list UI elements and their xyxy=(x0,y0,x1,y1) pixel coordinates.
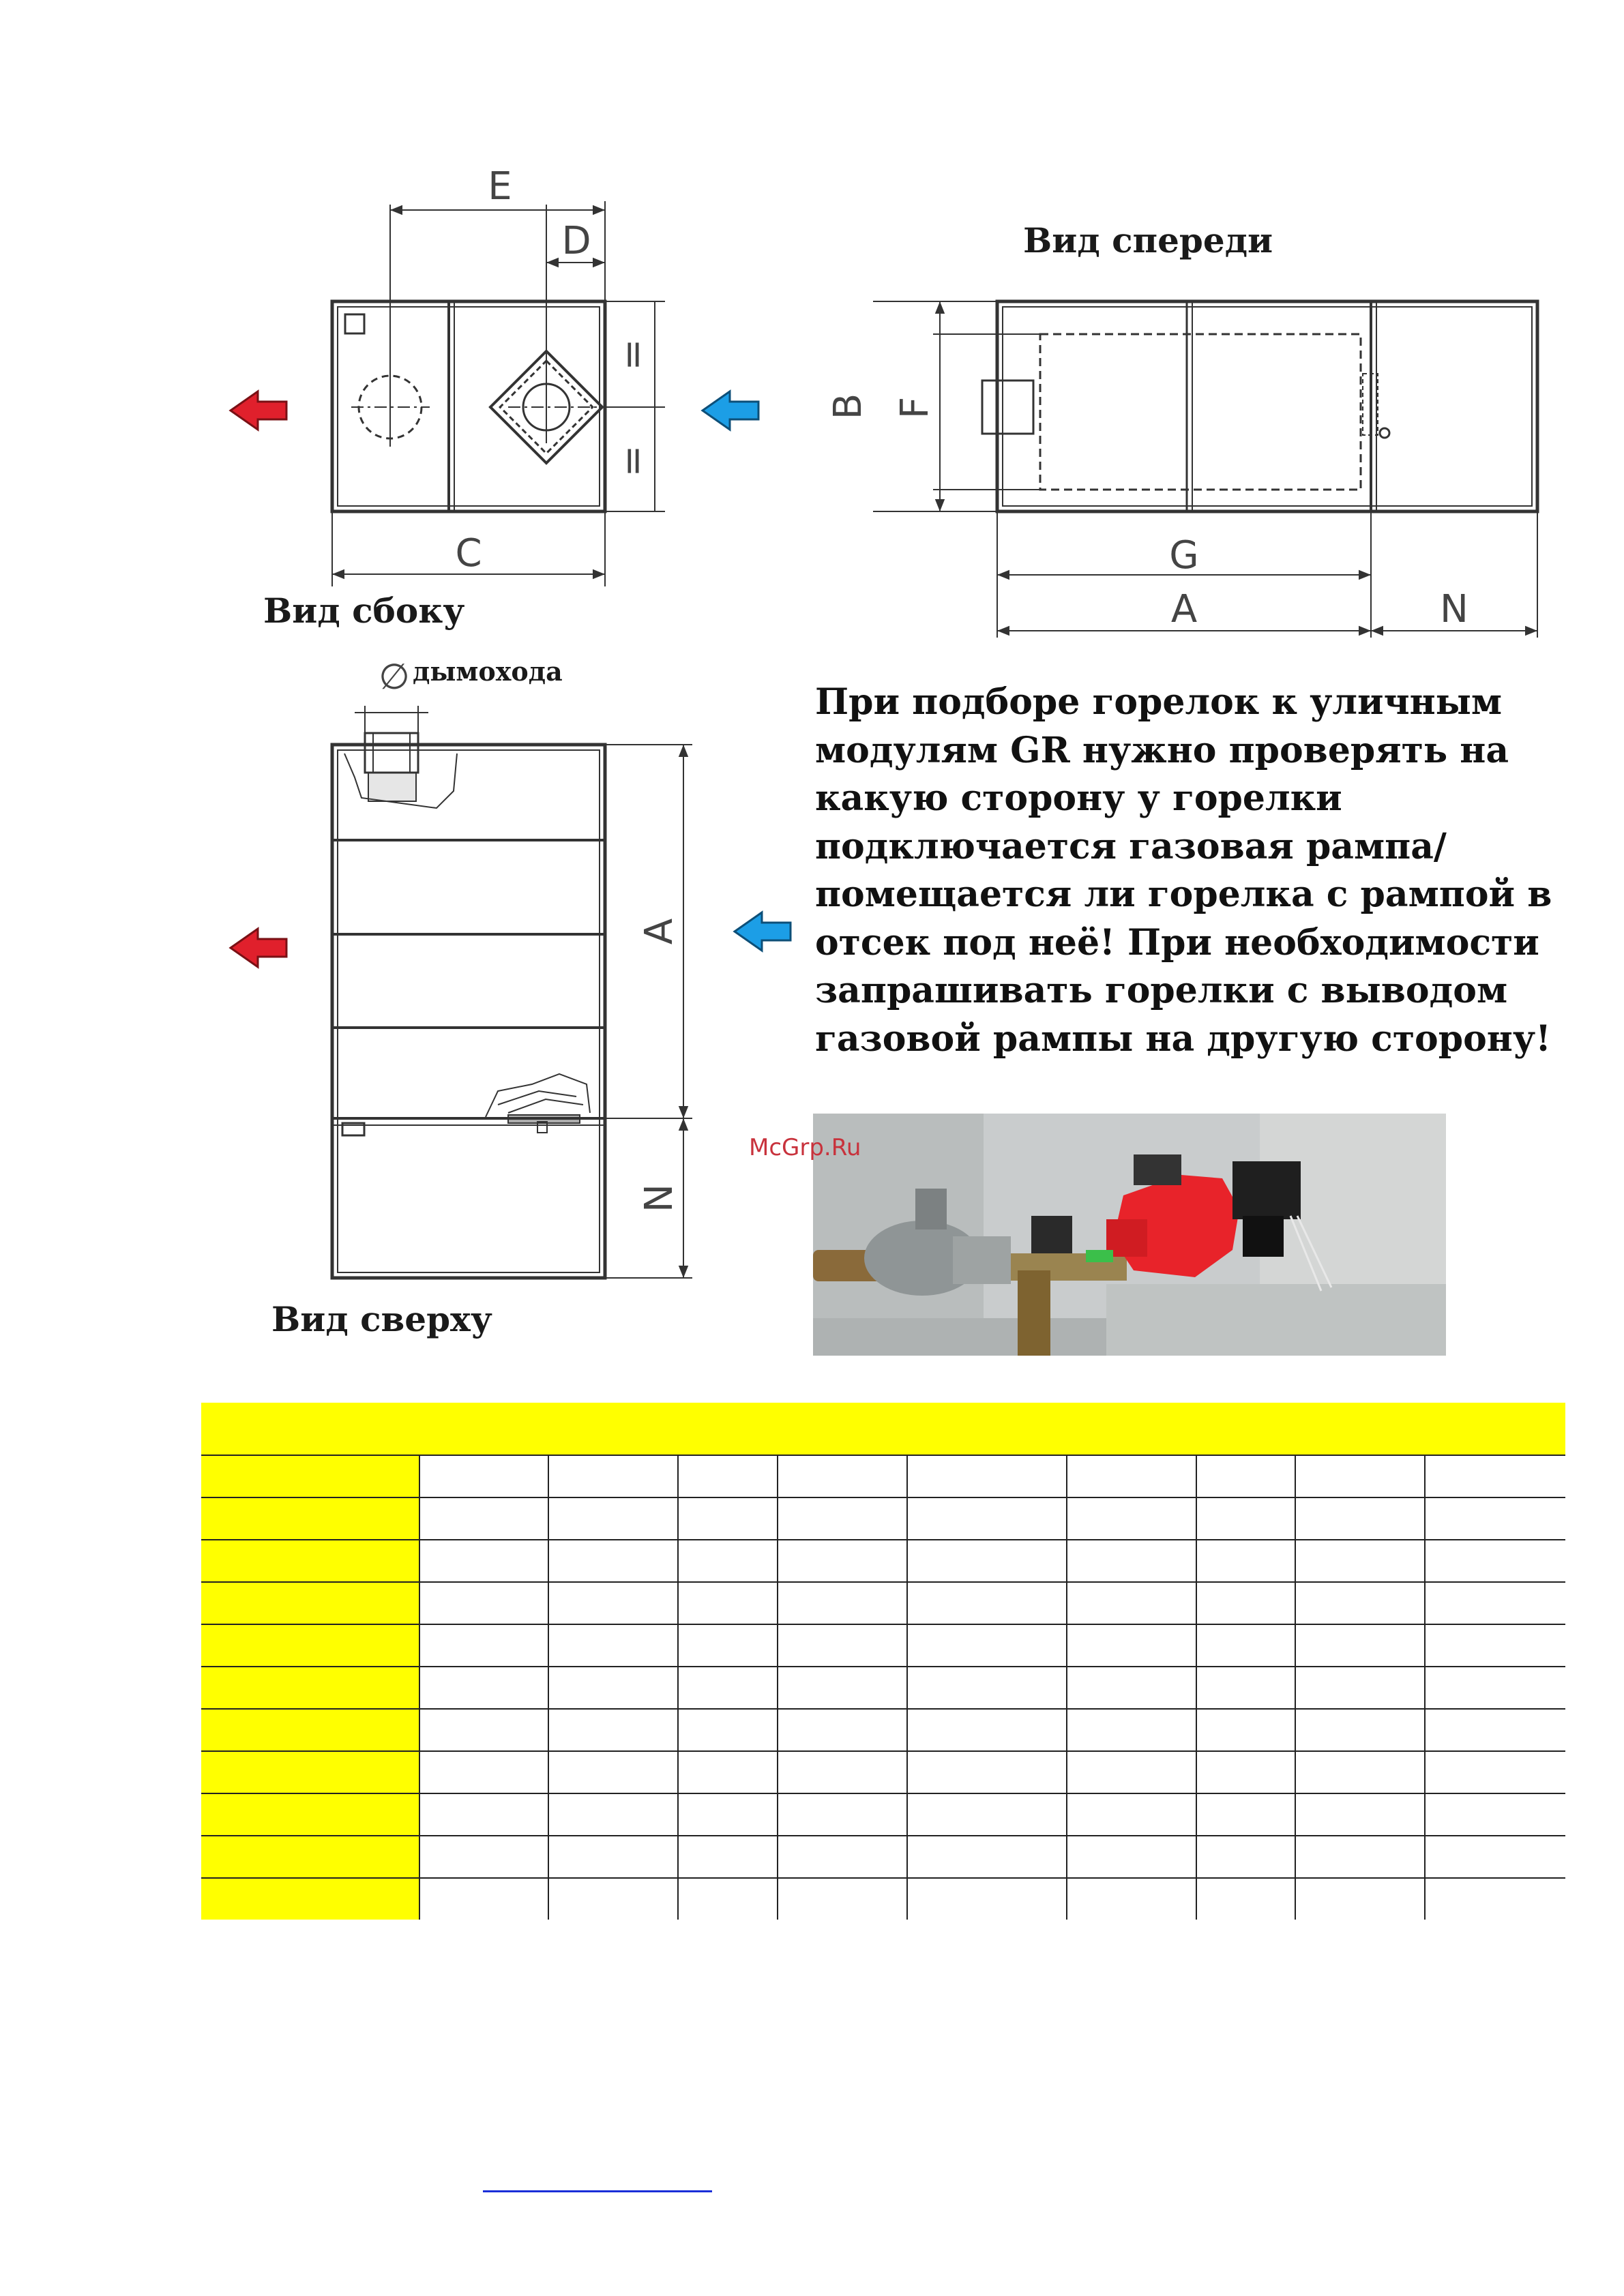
table-row xyxy=(201,1709,1565,1751)
table-cell xyxy=(201,1540,419,1582)
red-arrow-left-icon xyxy=(231,391,286,430)
table-row xyxy=(201,1455,1565,1497)
footer-link[interactable] xyxy=(483,2190,712,2192)
table-cell xyxy=(201,1709,419,1751)
table-cell xyxy=(201,1793,419,1836)
table-cell xyxy=(201,1624,419,1667)
blue-arrow-left-icon xyxy=(703,391,758,430)
table-cell xyxy=(201,1403,1565,1455)
dim-label-B: B xyxy=(826,393,870,420)
flue-label: дымохода xyxy=(413,656,563,687)
dim-label-E: E xyxy=(488,164,512,209)
table-row xyxy=(201,1667,1565,1709)
dim-label-D: D xyxy=(561,219,591,263)
dim-label-equal-lower: = xyxy=(610,445,655,477)
dim-label-A-top: A xyxy=(637,918,681,945)
dim-label-A-front: A xyxy=(1170,587,1198,631)
table-row xyxy=(201,1582,1565,1624)
watermark: McGrp.Ru xyxy=(749,1134,861,1161)
side-view-title: Вид сбоку xyxy=(263,591,465,631)
front-view-title: Вид спереди xyxy=(1023,220,1273,260)
table-header-row xyxy=(201,1403,1565,1455)
table-cell xyxy=(201,1836,419,1878)
table-row xyxy=(201,1624,1565,1667)
table-row xyxy=(201,1878,1565,1920)
dim-label-equal-upper: = xyxy=(610,338,655,371)
burner-photo xyxy=(813,1114,1446,1356)
burner-selection-note: При подборе горелок к уличным модулям GR нужно проверять на какую сторону у горелки подключается газовая рампа/помещается ли горелка с рампой в отсек под неё! При необходимости запрашивать горелки с выводом газовой рампы на другую сторону! xyxy=(815,681,1552,1060)
dim-label-G: G xyxy=(1169,533,1199,578)
dim-label-N-front: N xyxy=(1440,587,1468,631)
side-view-drawing xyxy=(332,201,665,586)
table-cell xyxy=(201,1582,419,1624)
specifications-table xyxy=(201,1403,1565,1920)
table-cell xyxy=(201,1455,419,1497)
table-cell xyxy=(201,1497,419,1540)
dim-label-N-top: N xyxy=(637,1184,681,1212)
table-cell xyxy=(201,1751,419,1793)
table-cell xyxy=(201,1667,419,1709)
flue-diameter-symbol: ∅ xyxy=(379,657,410,698)
table-row xyxy=(201,1793,1565,1836)
table-row xyxy=(201,1540,1565,1582)
blue-arrow-left-icon xyxy=(735,912,791,951)
dim-label-F: F xyxy=(893,396,937,419)
table-cell xyxy=(201,1878,419,1920)
table-row xyxy=(201,1751,1565,1793)
table-row xyxy=(201,1836,1565,1878)
dim-label-C: C xyxy=(455,531,482,576)
top-view-title: Вид сверху xyxy=(271,1299,492,1339)
red-arrow-left-icon xyxy=(231,929,286,967)
front-view-drawing xyxy=(873,301,1537,638)
table-row xyxy=(201,1497,1565,1540)
